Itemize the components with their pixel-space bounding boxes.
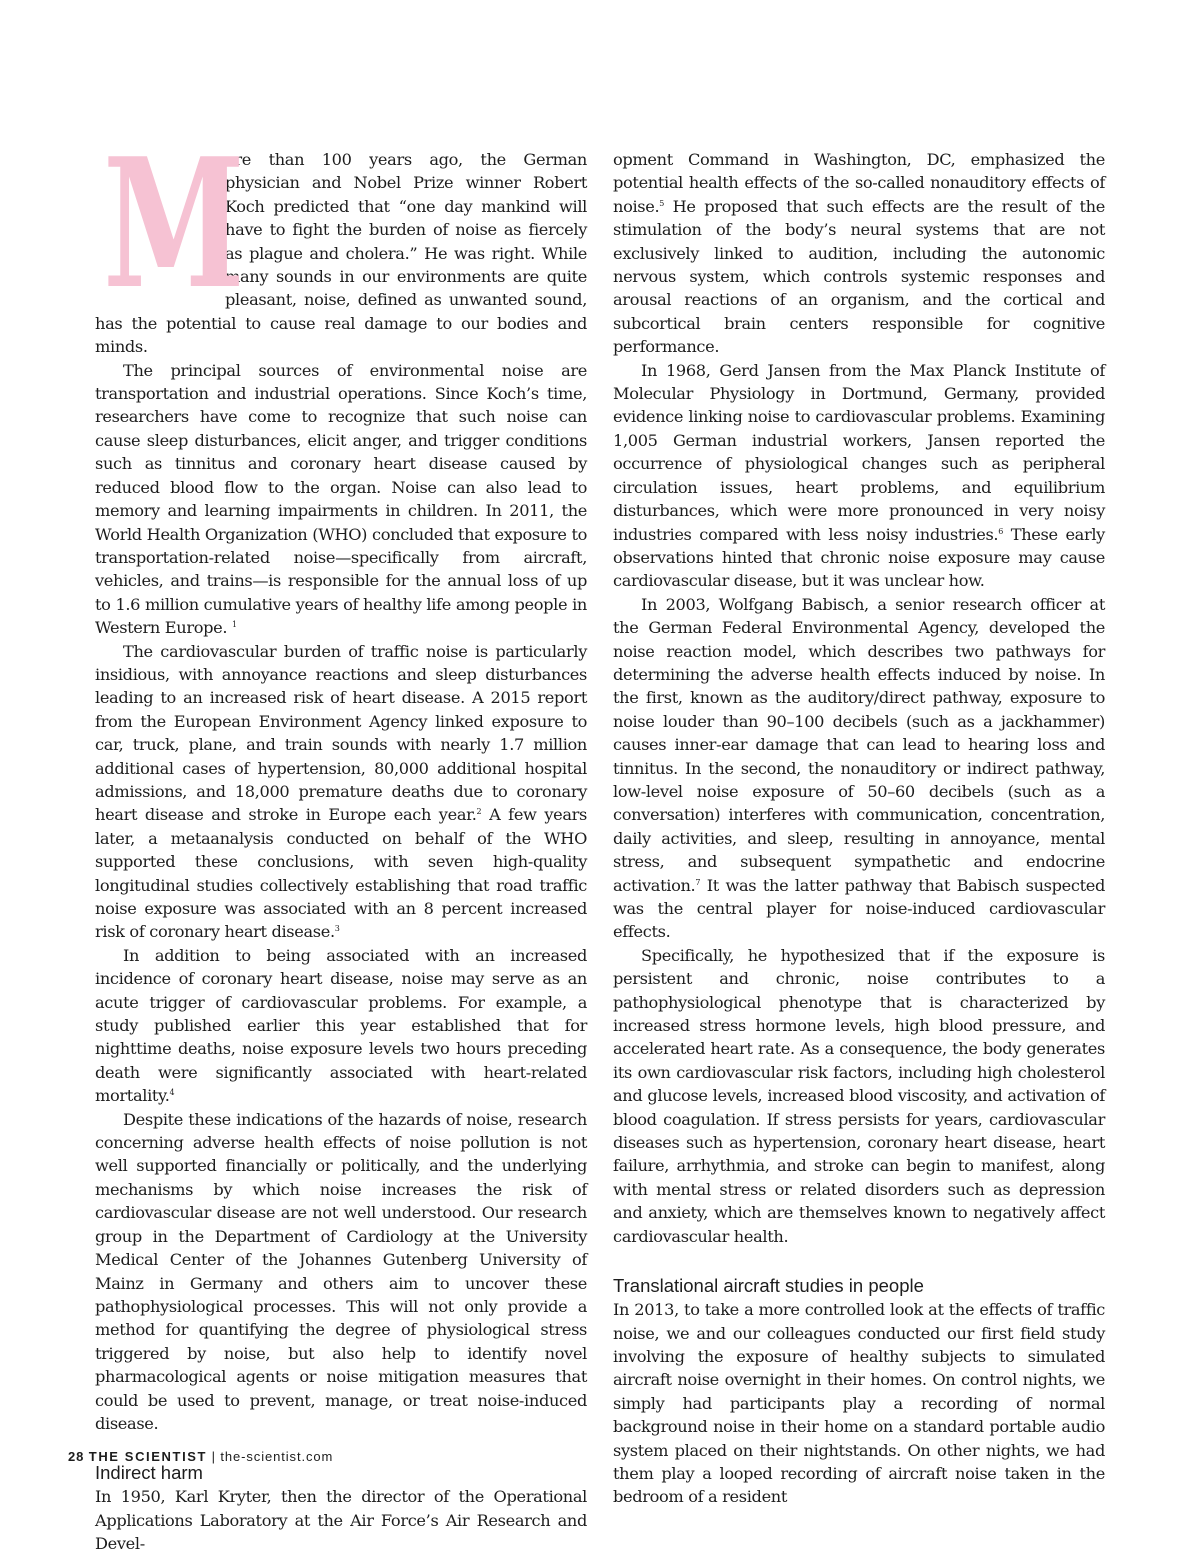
reference-marker: 7 xyxy=(695,877,701,887)
section-heading-indirect-harm: Indirect harm xyxy=(95,1462,203,1484)
drop-cap: M xyxy=(103,119,245,328)
body-paragraph xyxy=(95,944,587,1108)
body-paragraph: Despite these indications of the hazards of noise, research concerning adverse health effects of noise pollution is not well supported financially or politically, and the underlying mechanisms by which noise increases the risk of cardiovascular disease are not well understood. Our research group in the Department of Cardiology at the University Medical Center of the Johannes Gutenberg University of Mainz in Germany and others aim to uncover these pathophysiological processes. This will not only provide a method for quantifying the degree of physiological stress triggered by noise, but also help to identify novel pharmacological agents or noise mitigation measures that could be used to prevent, manage, or treat noise-induced disease. xyxy=(95,1109,587,1433)
paragraph-text: The cardiovascular burden of traffic noise is particularly insidious, with annoyance reactions and sleep disturbances leading to an increased risk of heart disease. A 2015 report from the European Environment Agency linked exposure to car, truck, plane, and train sounds with nearly 1.7 million additional cases of hypertension, 80,000 additional hospital admissions, and 18,000 premature deaths due to coronary heart disease and stroke in Europe each year. xyxy=(95,641,587,825)
website-link[interactable]: the-scientist.com xyxy=(220,1449,334,1464)
body-paragraph xyxy=(95,359,587,640)
reference-marker: 5 xyxy=(659,198,665,208)
left-column xyxy=(95,119,587,1556)
magazine-name: THE SCIENTIST xyxy=(88,1449,208,1464)
reference-marker: 2 xyxy=(476,807,482,817)
paragraph-text: In 1968, Gerd Jansen from the Max Planck Institute of Molecular Physiology in Dortmund, Germany, provided evidence linking noise to cardiovascular problems. Examining 1,005 German industrial workers, Jansen reported the occurrence of physiological changes such as peripheral circulation issues, heart problems, and equilibrium disturbances, which were more pronounced in very noisy industries compared with less noisy industries. xyxy=(613,360,1105,544)
paragraph-text: It was the latter pathway that Babisch suspected was the central player for noise-induced cardiovascular effects. xyxy=(613,875,1105,942)
footer-separator: | xyxy=(211,1449,216,1464)
right-column xyxy=(613,148,1105,1509)
body-paragraph: In 1950, Karl Kryter, then the director of the Operational Applications Laboratory at the Air Force’s Air Research and Devel- xyxy=(95,1487,587,1554)
intro-paragraph: ore than 100 years ago, the German physician and Nobel Prize winner Robert Koch predicted that “one day mankind will have to fight the burden of noise as fiercely as plague and cholera.” He was right. While many sounds in our environments are quite pleasant, noise, defined as unwanted sound, has the potential to cause real damage to our bodies and minds. xyxy=(95,150,587,357)
body-paragraph xyxy=(613,593,1105,944)
paragraph-text: He proposed that such effects are the result of the stimulation of the body’s neural systems that are not exclusively linked to audition, including the autonomic nervous system, which controls systemic responses and arousal reactions of an organism, and the cortical and subcortical brain centers responsible for cognitive performance. xyxy=(613,196,1105,357)
page-footer xyxy=(68,1449,333,1464)
body-paragraph xyxy=(613,359,1105,593)
paragraph-text: In 2003, Wolfgang Babisch, a senior research officer at the German Federal Environmental Agency, developed the noise reaction model, which describes two pathways for determining the adverse health effects induced by noise. In the first, known as the auditory/direct pathway, exposure to noise louder than 90–100 decibels (such as a jackhammer) causes inner-ear damage that can lead to hearing loss and tinnitus. In the second, the nonauditory or indirect pathway, low-level noise exposure of 50–60 decibels (such as a conversation) interferes with communication, concentration, daily activities, and sleep, resulting in annoyance, mental stress, and subsequent sympathetic and endocrine activation. xyxy=(613,594,1105,895)
paragraph-text: A few years later, a metaanalysis conducted on behalf of the WHO supported these conclusions, with seven high-quality longitudinal studies collectively establishing that road traffic noise exposure was associated with an 8 percent increased risk of coronary heart disease. xyxy=(95,805,587,942)
body-paragraph xyxy=(95,640,587,944)
reference-marker: 4 xyxy=(169,1088,175,1098)
paragraph-text: These early observations hinted that chronic noise exposure may cause cardiovascular disease, but it was unclear how. xyxy=(613,524,1105,591)
paragraph-text: opment Command in Washington, DC, emphasized the potential health effects of the so-called nonauditory effects of noise. xyxy=(613,150,1105,216)
body-paragraph xyxy=(613,148,1105,359)
reference-marker: 3 xyxy=(334,924,340,934)
paragraph-text: In addition to being associated with an increased incidence of coronary heart disease, noise may serve as an acute trigger of cardiovascular problems. For example, a study published earlier this year established that for nighttime deaths, noise exposure levels two hours preceding death were significantly associated with heart-related mortality. xyxy=(95,945,587,1106)
reference-marker: 1 xyxy=(231,620,237,630)
paragraph-text: The principal sources of environmental noise are transportation and industrial operations. Since Koch’s time, researchers have come to recognize that such noise can cause sleep disturbances, elicit anger, and trigger conditions such as tinnitus and coronary heart disease caused by reduced blood flow to the organ. Noise can also lead to memory and learning impairments in children. In 2011, the World Health Organization (WHO) concluded that exposure to transportation-related noise—specifically from aircraft, vehicles, and trains—is responsible for the annual loss of up to 1.6 million cumulative years of healthy life among people in Western Europe. xyxy=(95,360,587,638)
body-paragraph: In 2013, to take a more controlled look at the effects of traffic noise, we and our colleagues conducted our first field study involving the exposure of healthy subjects to simulated aircraft noise overnight in their homes. On control nights, we simply had participants play a recording of normal background noise in their home on a standard portable audio system placed on their nightstands. On other nights, we had them play a looped recording of aircraft noise taken in the bedroom of a resident xyxy=(613,1300,1105,1507)
body-paragraph: Specifically, he hypothesized that if the exposure is persistent and chronic, noise contributes to a pathophysiological phenotype that is characterized by increased stress hormone levels, high blood pressure, and accelerated heart rate. As a consequence, the body generates its own cardiovascular risk factors, including high cholesterol and glucose levels, increased blood viscosity, and activation of blood coagulation. If stress persists for years, cardiovascular diseases such as hypertension, coronary heart disease, heart failure, arrhythmia, and stroke can begin to manifest, along with mental stress or related disorders such as depression and anxiety, which are themselves known to negatively affect cardiovascular health. xyxy=(613,945,1105,1246)
section-heading-aircraft-studies: Translational aircraft studies in people xyxy=(613,1275,924,1297)
reference-marker: 6 xyxy=(998,526,1003,536)
page-number: 28 xyxy=(68,1449,85,1464)
